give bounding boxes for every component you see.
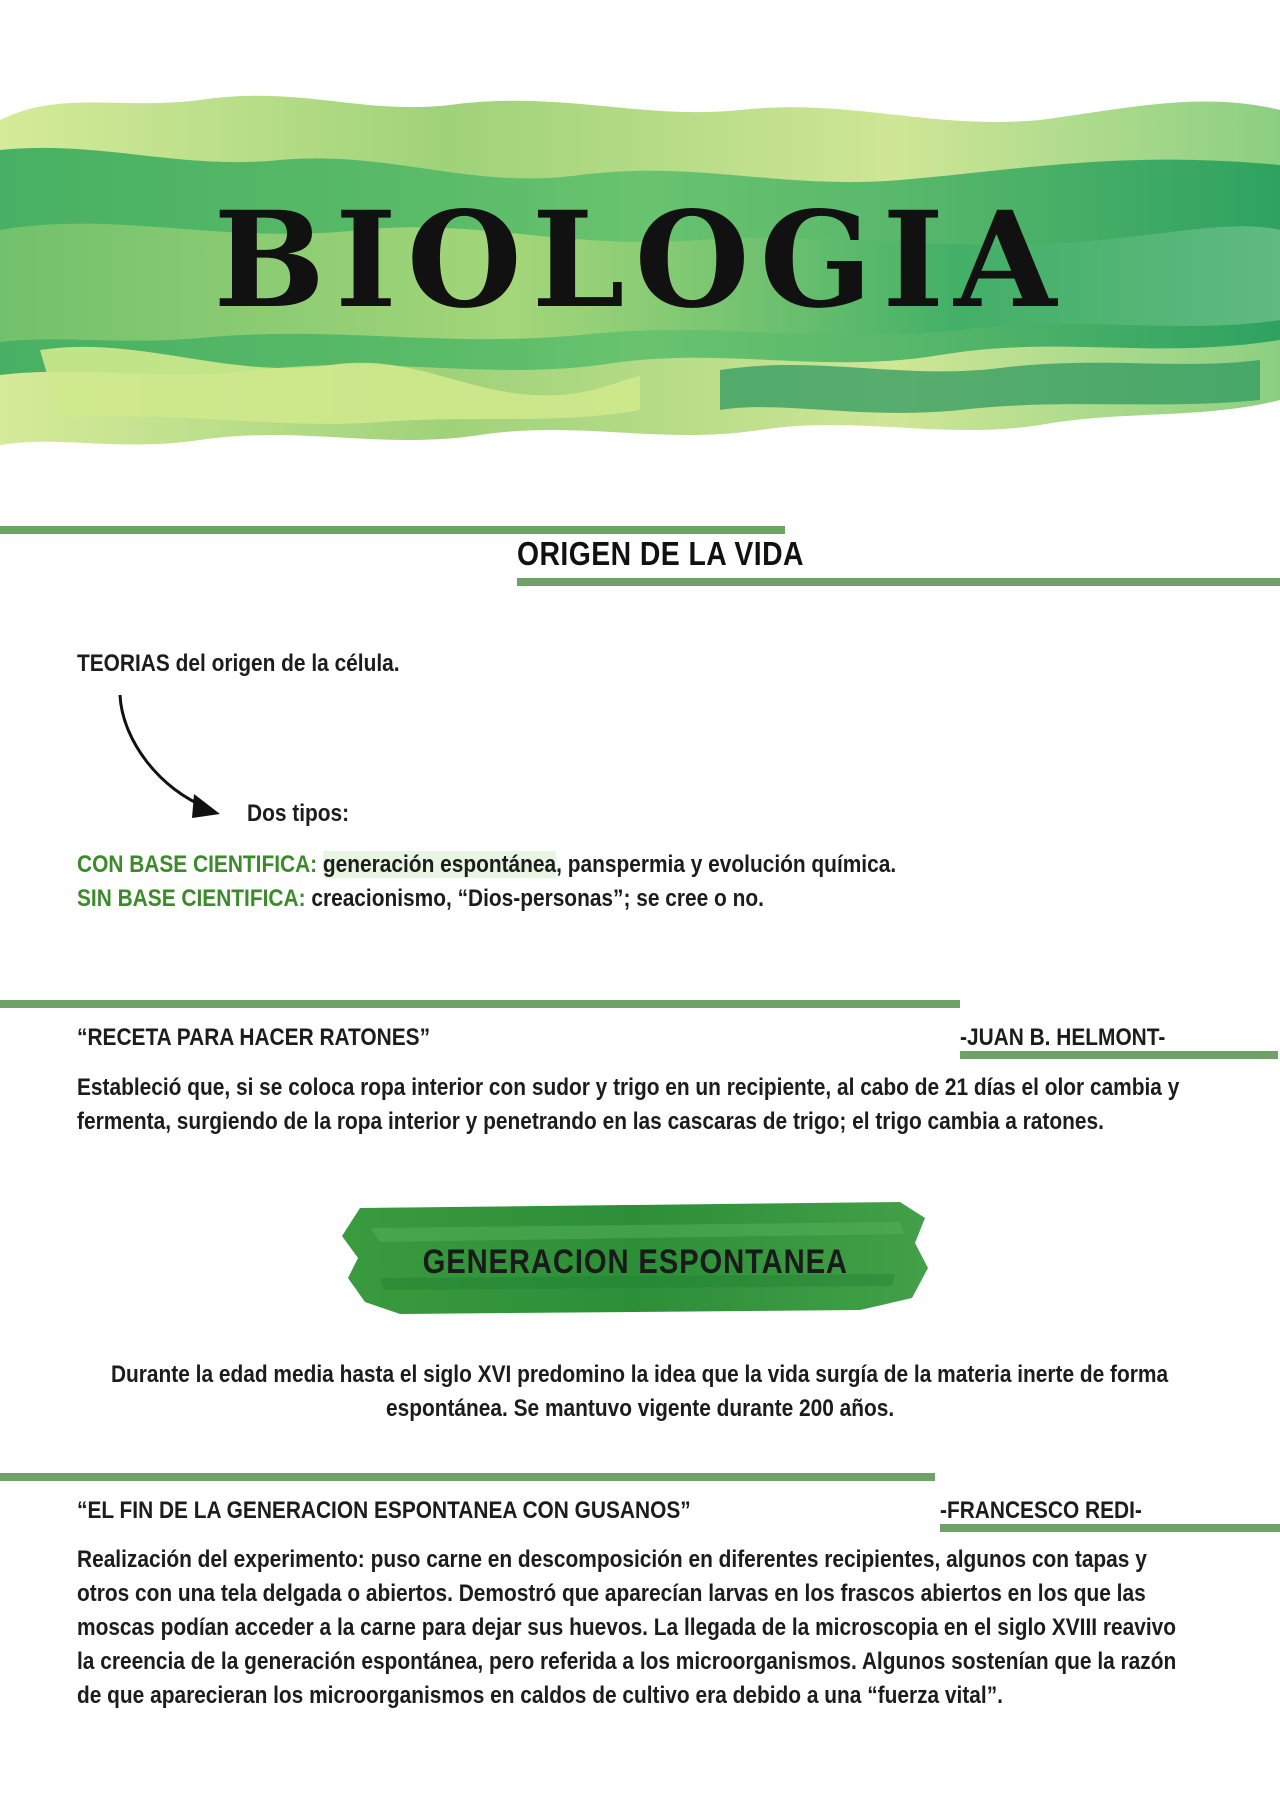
sin-base-line bbox=[77, 882, 764, 916]
helmont-author: -JUAN B. HELMONT- bbox=[960, 1024, 1166, 1051]
generacion-line bbox=[0, 1392, 1280, 1426]
divider-helmont bbox=[0, 1000, 960, 1008]
con-base-rest: , panspermia y evolución química. bbox=[556, 851, 897, 878]
helmont-paragraph bbox=[77, 1071, 1179, 1139]
redi-line: otros con una tela delgada o abiertos. Demostró que aparecían larvas en los frascos abiertos en los que las bbox=[77, 1580, 1146, 1607]
redi-title: “EL FIN DE LA GENERACION ESPONTANEA CON GUSANOS” bbox=[77, 1497, 691, 1524]
generacion-heading-text: GENERACION ESPONTANEA bbox=[422, 1243, 848, 1281]
section-heading-origen: ORIGEN DE LA VIDA bbox=[517, 535, 804, 572]
generacion-line-text: Durante la edad media hasta el siglo XVI predomino la idea que la vida surgía de la materia inerte de forma bbox=[111, 1361, 1169, 1388]
redi-author: -FRANCESCO REDI- bbox=[940, 1497, 1142, 1524]
section-heading-generacion bbox=[340, 1243, 930, 1282]
redi-line: moscas podían acceder a la carne para dejar sus huevos. La llegada de la microscopia en el siglo XVIII reavivo bbox=[77, 1614, 1177, 1641]
highlighted-term: generación espontánea bbox=[322, 851, 557, 878]
redi-line: de que aparecieran los microorganismos en caldos de cultivo era debido a una “fuerza vital”. bbox=[77, 1682, 1003, 1709]
helmont-line: Estableció que, si se coloca ropa interior con sudor y trigo en un recipiente, al cabo de 21 días el olor cambia y bbox=[77, 1074, 1180, 1101]
con-base-label: CON BASE CIENTIFICA: bbox=[77, 851, 318, 878]
sin-base-rest: creacionismo, “Dios-personas”; se cree o no. bbox=[311, 885, 764, 912]
helmont-title: “RECETA PARA HACER RATONES” bbox=[77, 1024, 431, 1051]
divider-under-heading bbox=[517, 578, 1280, 586]
helmont-line: fermenta, surgiendo de la ropa interior y penetrando en las cascaras de trigo; el trigo cambia a ratones. bbox=[77, 1108, 1104, 1135]
divider-helmont-author bbox=[960, 1051, 1278, 1059]
con-base-line bbox=[77, 848, 896, 882]
divider-redi bbox=[0, 1473, 935, 1481]
curved-arrow-icon bbox=[110, 690, 230, 825]
dos-tipos-label: Dos tipos: bbox=[247, 800, 350, 827]
redi-line: Realización del experimento: puso carne en descomposición en diferentes recipientes, algunos con tapas y bbox=[77, 1546, 1147, 1573]
redi-paragraph bbox=[77, 1543, 1176, 1713]
divider-top bbox=[0, 526, 785, 534]
redi-line: la creencia de la generación espontánea, pero referida a los microorganismos. Algunos sostenían que la razón bbox=[77, 1648, 1177, 1675]
generacion-line-text: espontánea. Se mantuvo vigente durante 200 años. bbox=[385, 1395, 895, 1422]
teorias-intro: TEORIAS del origen de la célula. bbox=[77, 650, 400, 677]
divider-redi-author bbox=[940, 1524, 1280, 1532]
generacion-paragraph bbox=[0, 1358, 1280, 1426]
generacion-line bbox=[0, 1358, 1280, 1392]
sin-base-label: SIN BASE CIENTIFICA: bbox=[77, 885, 306, 912]
page-title: BIOLOGIA bbox=[213, 183, 1067, 338]
